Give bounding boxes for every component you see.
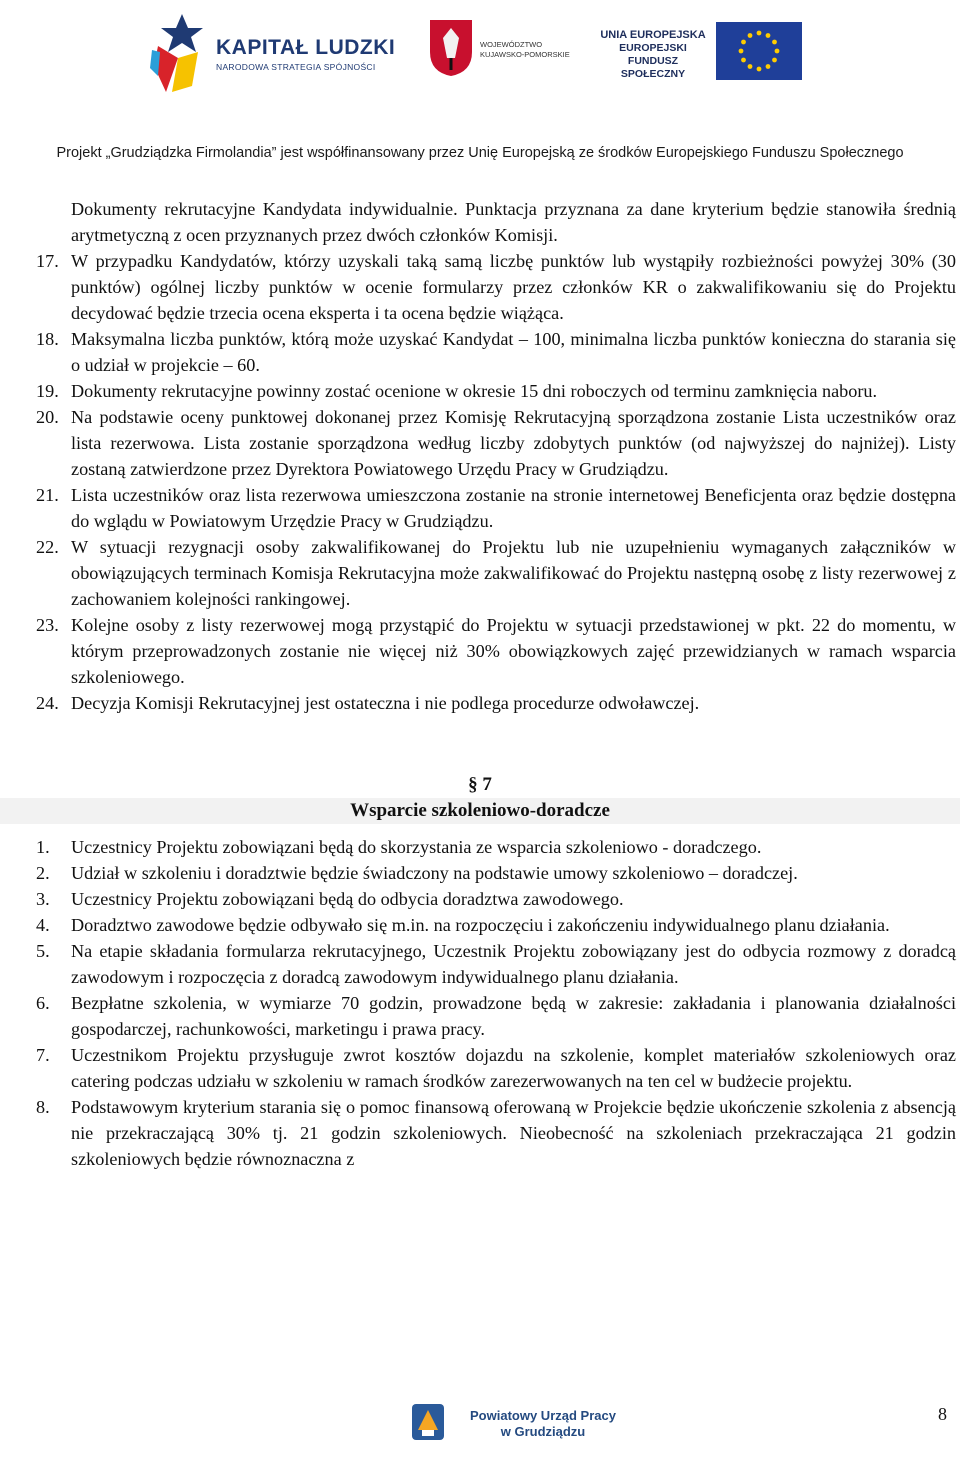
support-item <box>36 938 956 990</box>
rule-number: 23. <box>36 615 59 635</box>
rule-item <box>36 378 956 404</box>
support-number: 2. <box>36 863 50 883</box>
rule-text: Na podstawie oceny punktowej dokonanej przez Komisję Rekrutacyjną sporządzona zostanie Lista uczestników oraz lista rezerwowa. Lista zostanie sporządzona według liczby zdobytych punktów (od najwyższej do najniżej). Listy zostaną zatwierdzone przez Dyrektora Powiatowego Urzędu Pracy w Grudziądzu. <box>71 407 956 479</box>
support-number: 8. <box>36 1097 50 1117</box>
document-body <box>0 196 960 1172</box>
support-number: 6. <box>36 993 50 1013</box>
pup-line1: Powiatowy Urząd Pracy <box>470 1408 616 1423</box>
rule-number: 18. <box>36 329 59 349</box>
intro-paragraph: Dokumenty rekrutacyjne Kandydata indywidualnie. Punktacja przyznana za dane kryterium będzie stanowiła średnią arytmetyczną z ocen przyznanych przez dwóch członków Komisji. <box>71 199 956 245</box>
rule-text: Maksymalna liczba punktów, którą może uzyskać Kandydat – 100, minimalna liczba punktów konieczna do starania się o udział w projekcie – 60. <box>71 329 956 375</box>
pup-emblem-icon <box>408 1400 448 1444</box>
support-text: Uczestnicy Projektu zobowiązani będą do odbycia doradztwa zawodowego. <box>71 889 624 909</box>
support-text: Uczestnicy Projektu zobowiązani będą do skorzystania ze wsparcia szkoleniowo - doradczego. <box>71 837 762 857</box>
support-item <box>36 990 956 1042</box>
support-text: Podstawowym kryterium starania się o pomoc finansową oferowaną w Projekcie będzie ukończenie szkolenia z absencją nie przekraczającą 30% tj. 21 godzin szkoleniowych. Nieobecność na szkoleniach przekraczająca 21 godzin szkoleniowych będzie równoznaczna z <box>71 1097 956 1169</box>
rule-number: 21. <box>36 485 59 505</box>
rule-text: Lista uczestników oraz lista rezerwowa umieszczona zostanie na stronie internetowej Beneficjenta oraz będzie dostępna do wglądu w Powiatowym Urzędzie Pracy w Grudziądzu. <box>71 485 956 531</box>
rule-item <box>36 612 956 690</box>
support-number: 3. <box>36 889 50 909</box>
support-item <box>36 886 956 912</box>
pup-text <box>448 1408 638 1440</box>
rules-list <box>0 248 960 716</box>
rule-item <box>36 248 956 326</box>
kapital-ludzki-title: KAPITAŁ LUDZKI <box>216 36 396 59</box>
support-item <box>36 860 956 886</box>
support-item <box>36 912 956 938</box>
rule-number: 17. <box>36 251 59 271</box>
rule-number: 22. <box>36 537 59 557</box>
support-item <box>36 1042 956 1094</box>
rule-number: 24. <box>36 693 59 713</box>
project-cofinancing-line: Projekt „Grudziądzka Firmolandia” jest współfinansowany przez Unię Europejską ze środków Europejskiego Funduszu Społecznego <box>56 145 904 161</box>
support-item <box>36 1094 956 1172</box>
eu-line1: UNIA EUROPEJSKA <box>600 29 706 41</box>
eu-text <box>598 28 708 81</box>
wojewodztwo-line2: KUJAWSKO-POMORSKIE <box>480 50 570 59</box>
section-title: Wsparcie szkoleniowo-doradcze <box>0 798 960 824</box>
rule-item <box>36 482 956 534</box>
header-logos <box>0 0 960 140</box>
support-number: 1. <box>36 837 50 857</box>
support-item <box>36 834 956 860</box>
support-text: Udział w szkoleniu i doradztwie będzie świadczony na podstawie umowy szkoleniowo – doradczej. <box>71 863 798 883</box>
rule-item <box>36 326 956 378</box>
wojewodztwo-line1: WOJEWÓDZTWO <box>480 40 543 49</box>
rule-text: Dokumenty rekrutacyjne powinny zostać ocenione w okresie 15 dni roboczych od terminu zamknięcia naboru. <box>71 381 878 401</box>
rule-number: 20. <box>36 407 59 427</box>
pup-grudziadz-logo <box>408 1400 644 1450</box>
rule-text: Decyzja Komisji Rekrutacyjnej jest ostateczna i nie podlega procedurze odwoławczej. <box>71 693 700 713</box>
rule-item <box>36 404 956 482</box>
rule-text: W przypadku Kandydatów, którzy uzyskali taką samą liczbę punktów lub wystąpiły rozbieżności powyżej 30% (30 punktów) ogólnej liczby punktów w ocenie formularzy przez członków KR o zakwalifikowaniu się do Projektu decydować będzie trzecia ocena eksperta i ta ocena będzie wiążąca. <box>71 251 956 323</box>
eu-line3: FUNDUSZ SPOŁECZNY <box>620 55 686 80</box>
rule-item <box>36 690 956 716</box>
support-list <box>0 834 960 1172</box>
wojewodztwo-text <box>480 40 570 60</box>
pup-line2: w Grudziądzu <box>500 1424 586 1439</box>
support-number: 4. <box>36 915 50 935</box>
kapital-ludzki-logo <box>148 6 418 94</box>
coat-of-arms-icon <box>428 18 474 78</box>
support-text: Bezpłatne szkolenia, w wymiarze 70 godzin, prowadzone będą w zakresie: zakładania i planowania działalności gospodarczej, rachunkowości, marketingu i prawa pracy. <box>71 993 956 1039</box>
support-number: 5. <box>36 941 50 961</box>
support-text: Doradztwo zawodowe będzie odbywało się m.in. na rozpoczęciu i zakończeniu indywidualnego planu działania. <box>71 915 890 935</box>
rule-number: 19. <box>36 381 59 401</box>
eu-line2: EUROPEJSKI <box>619 42 687 54</box>
wojewodztwo-logo <box>428 18 578 84</box>
page-number: 8 <box>938 1404 947 1424</box>
eu-logo <box>598 22 818 88</box>
section-number: § 7 <box>468 774 492 795</box>
rule-text: Kolejne osoby z listy rezerwowej mogą przystąpić do Projektu w sytuacji przedstawionej w pkt. 22 do momentu, w którym przeprowadzonych zostanie nie więcej niż 30% obowiązkowych zajęć przewidzianych w ramach wsparcia szkoleniowego. <box>71 615 956 687</box>
support-number: 7. <box>36 1045 50 1065</box>
support-text: Uczestnikom Projektu przysługuje zwrot kosztów dojazdu na szkolenie, komplet materiałów szkoleniowych oraz catering podczas udziału w szkoleniu w ramach środków zarezerwowanych na ten cel w budżecie projektu. <box>71 1045 956 1091</box>
kapital-ludzki-subtitle: NARODOWA STRATEGIA SPÓJNOŚCI <box>216 62 376 72</box>
kapital-ludzki-emblem-icon <box>148 6 212 94</box>
rule-text: W sytuacji rezygnacji osoby zakwalifikowanej do Projektu lub nie uzupełnieniu wymaganych załączników w obowiązujących terminach Komisja Rekrutacyjna może zakwalifikować do Projektu następną osobę z listy rezerwowej z zachowaniem kolejności rankingowej. <box>71 537 956 609</box>
section-heading <box>0 772 960 824</box>
eu-flag-icon <box>716 22 802 80</box>
rule-item <box>36 534 956 612</box>
support-text: Na etapie składania formularza rekrutacyjnego, Uczestnik Projektu zobowiązany jest do odbycia rozmowy z doradcą zawodowym i rozpoczęcia z doradcą zawodowym indywidualnego planu działania. <box>71 941 956 987</box>
